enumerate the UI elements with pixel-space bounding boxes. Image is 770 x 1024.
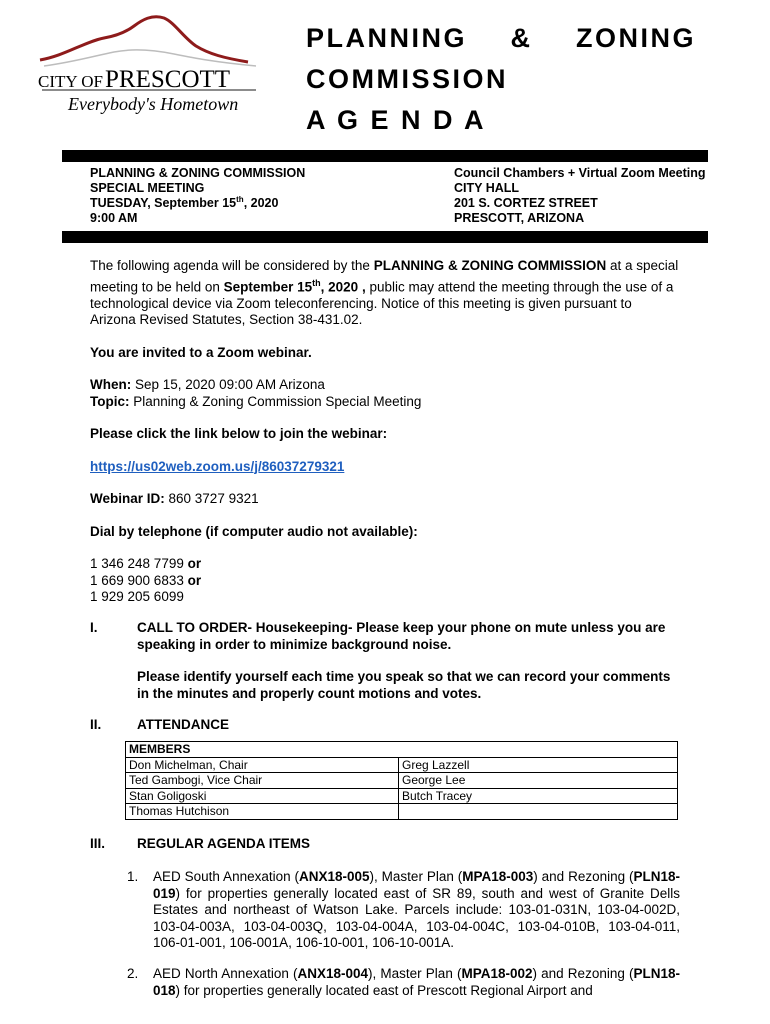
section-2-number: II. <box>90 717 102 732</box>
member-cell: Ted Gambogi, Vice Chair <box>126 773 399 789</box>
section-1-text: CALL TO ORDER- Housekeeping- Please keep your phone on mute unless you are speaking in order to minimize background noise. <box>137 620 666 652</box>
section-3-text: REGULAR AGENDA ITEMS <box>137 836 311 851</box>
logo-tagline: Everybody's Hometown <box>68 94 239 114</box>
meeting-city: PRESCOTT, ARIZONA <box>454 211 585 225</box>
logo-wordmark <box>38 66 230 94</box>
meeting-info-right <box>454 166 706 226</box>
members-header: MEMBERS <box>126 742 678 758</box>
table-row <box>126 788 678 804</box>
table-row <box>126 804 678 820</box>
member-cell: Greg Lazzell <box>399 757 678 773</box>
meeting-body-name: PLANNING & ZONING COMMISSION <box>90 166 306 180</box>
agenda-item-2-number: 2. <box>127 966 139 981</box>
member-cell: Don Michelman, Chair <box>126 757 399 773</box>
meeting-info-left <box>90 166 305 226</box>
title-commission: COMMISSION <box>306 64 509 94</box>
document-title <box>306 18 696 141</box>
agenda-intro <box>90 258 680 606</box>
meeting-street: 201 S. CORTEZ STREET <box>454 196 598 210</box>
title-agenda: A G E N D A <box>306 105 487 135</box>
logo-city-of: CITY OF <box>38 72 104 91</box>
member-cell <box>399 804 678 820</box>
dial-instruction: Dial by telephone (if computer audio not available): <box>90 523 418 539</box>
member-cell: Thomas Hutchison <box>126 804 399 820</box>
phone-list <box>90 556 680 606</box>
zoom-click-instruction: Please click the link below to join the webinar: <box>90 426 388 441</box>
header-divider-top <box>62 150 708 162</box>
zoom-webinar-link[interactable]: https://us02web.zoom.us/j/86037279321 <box>90 458 345 474</box>
member-cell: Stan Goligoski <box>126 788 399 804</box>
section-1-number: I. <box>90 620 98 635</box>
zoom-topic: Topic: Planning & Zoning Commission Special Meeting <box>90 393 422 409</box>
webinar-id: Webinar ID: 860 3727 9321 <box>90 491 259 506</box>
meeting-location: Council Chambers + Virtual Zoom Meeting <box>454 166 706 180</box>
title-zoning: ZONING <box>576 23 696 53</box>
section-1-note: Please identify yourself each time you speak so that we can record your comments in the minutes and properly count motions and votes. <box>137 669 671 701</box>
members-table <box>125 741 678 820</box>
agenda-item-1-text: AED South Annexation (ANX18-005), Master Plan (MPA18-003) and Rezoning (PLN18-019) for properties generally located east of SR 89, south and west of Granite Dells Estates and northeast of Watson Lake. Parcels include: 103-01-031N, 103-04-002D, 103-04-003A, 103-04-003Q, 103-04-004A, 103-04-004C, 103-04-010B, 103-04-011, 106-01-001, 106-001A, 106-10-001, 106-10-001A. <box>153 869 681 950</box>
header-divider-bottom <box>62 231 708 243</box>
zoom-invite: You are invited to a Zoom webinar. <box>90 344 312 360</box>
phone-number-2: 1 669 900 6833 or <box>90 572 202 588</box>
member-cell: George Lee <box>399 773 678 789</box>
agenda-item-2-text: AED North Annexation (ANX18-004), Master Plan (MPA18-002) and Rezoning (PLN18-018) for properties generally located east of Prescott Regional Airport and <box>153 966 680 998</box>
title-ampersand: & <box>510 23 533 53</box>
section-3-number: III. <box>90 836 106 851</box>
intro-paragraph: The following agenda will be considered by the PLANNING & ZONING COMMISSION at a special meeting to be held on September 15th, 2020 , public may attend the meeting through the use of a technological device via Zoom teleconferencing. Notice of this meeting is given pursuant to Arizona Revised Statutes, Section 38-431.02. <box>90 258 679 327</box>
title-planning: PLANNING <box>306 23 467 53</box>
table-row <box>126 757 678 773</box>
logo-prescott: PRESCOTT <box>105 66 231 93</box>
meeting-date: TUESDAY, September 15th, 2020 <box>90 194 279 210</box>
agenda-item-2 <box>127 966 680 999</box>
meeting-time: 9:00 AM <box>90 211 138 225</box>
agenda-item-1 <box>127 869 680 952</box>
meeting-type: SPECIAL MEETING <box>90 181 205 195</box>
phone-number-1: 1 346 248 7799 or <box>90 556 202 571</box>
member-cell: Butch Tracey <box>399 788 678 804</box>
agenda-item-1-number: 1. <box>127 869 139 884</box>
phone-number-3: 1 929 205 6099 <box>90 589 184 604</box>
city-logo <box>34 12 264 127</box>
table-row <box>126 773 678 789</box>
zoom-when: When: Sep 15, 2020 09:00 AM Arizona <box>90 377 325 392</box>
section-2-text: ATTENDANCE <box>137 717 229 732</box>
meeting-building: CITY HALL <box>454 181 520 195</box>
